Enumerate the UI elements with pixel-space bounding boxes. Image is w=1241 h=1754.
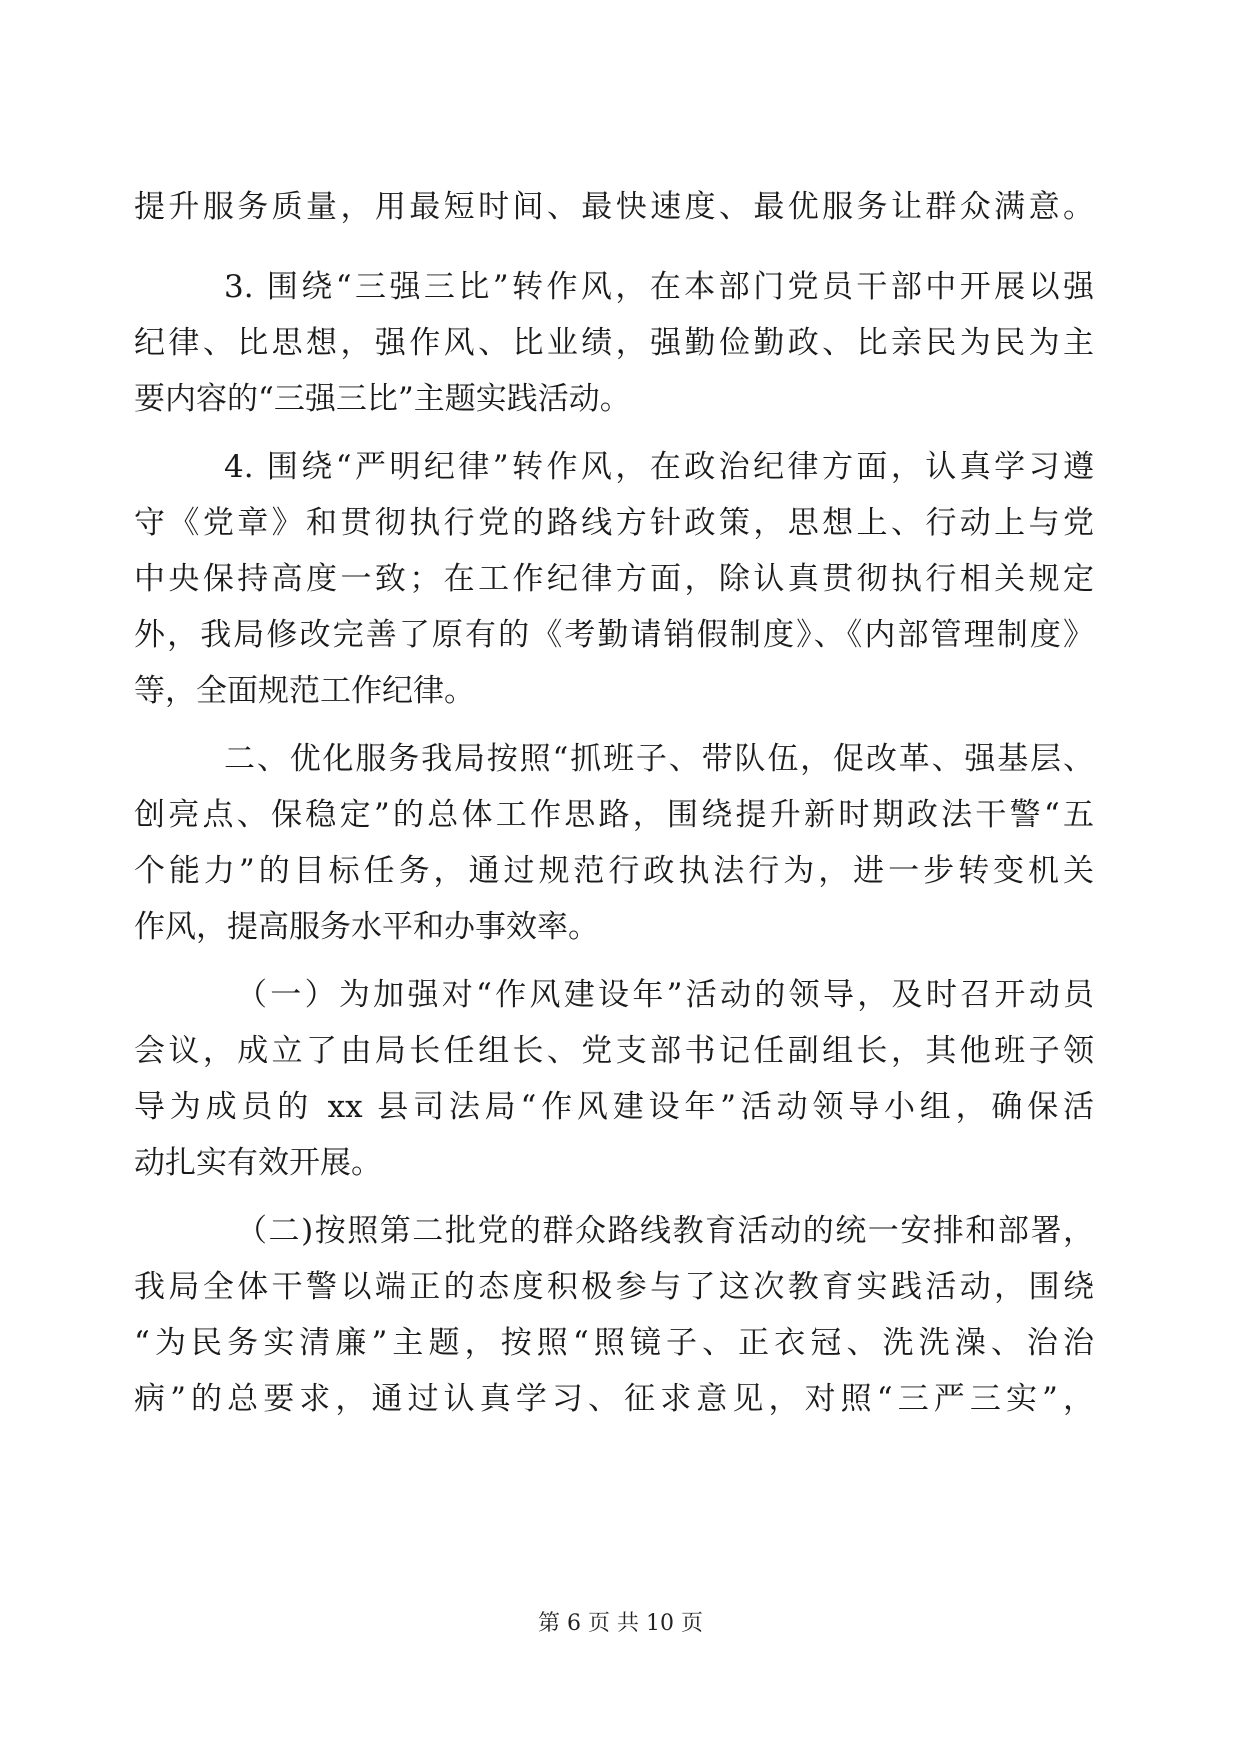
text-line: 提升服务质量，用最短时间、最快速度、最优服务让群众满意。: [134, 189, 1094, 225]
text-line: 我局全体干警以端正的态度积极参与了这次教育实践活动，围绕: [134, 1269, 1094, 1305]
text-line: 要内容的“三强三比”主题实践活动。: [134, 381, 631, 417]
text-line: 纪律、比思想，强作风、比业绩，强勤俭勤政、比亲民为民为主: [134, 325, 1094, 361]
text-line: 导为成员的 xx 县司法局“作风建设年”活动领导小组，确保活: [134, 1089, 1094, 1125]
text-line: 中央保持高度一致；在工作纪律方面，除认真贯彻执行相关规定: [134, 561, 1094, 597]
text-line: （二)按照第二批党的群众路线教育活动的统一安排和部署，: [236, 1213, 1094, 1249]
text-line: 3. 围绕“三强三比”转作风，在本部门党员干部中开展以强: [224, 269, 1094, 305]
text-line: 二、优化服务我局按照“抓班子、带队伍，促改革、强基层、: [224, 741, 1094, 777]
text-line: 4. 围绕“严明纪律”转作风，在政治纪律方面，认真学习遵: [224, 449, 1094, 485]
text-line: “为民务实清廉”主题，按照“照镜子、正衣冠、洗洗澡、治治: [134, 1325, 1094, 1361]
text-line: 守《党章》和贯彻执行党的路线方针政策，思想上、行动上与党: [134, 505, 1094, 541]
text-line: 外，我局修改完善了原有的《考勤请销假制度》、《内部管理制度》: [134, 617, 1094, 653]
text-line: 动扎实有效开展。: [134, 1145, 382, 1181]
text-line: 会议，成立了由局长任组长、党支部书记任副组长，其他班子领: [134, 1033, 1094, 1069]
text-line: 等，全面规范工作纪律。: [134, 673, 475, 709]
text-line: 病”的总要求，通过认真学习、征求意见，对照“三严三实”，: [134, 1381, 1094, 1417]
page-number-footer: 第 6 页 共 10 页: [538, 1611, 703, 1636]
text-line: 个能力”的目标任务，通过规范行政执法行为，进一步转变机关: [134, 853, 1094, 889]
text-line: 创亮点、保稳定”的总体工作思路，围绕提升新时期政法干警“五: [134, 797, 1094, 833]
text-line: （一）为加强对“作风建设年”活动的领导，及时召开动员: [236, 977, 1094, 1013]
text-line: 作风，提高服务水平和办事效率。: [134, 909, 599, 945]
